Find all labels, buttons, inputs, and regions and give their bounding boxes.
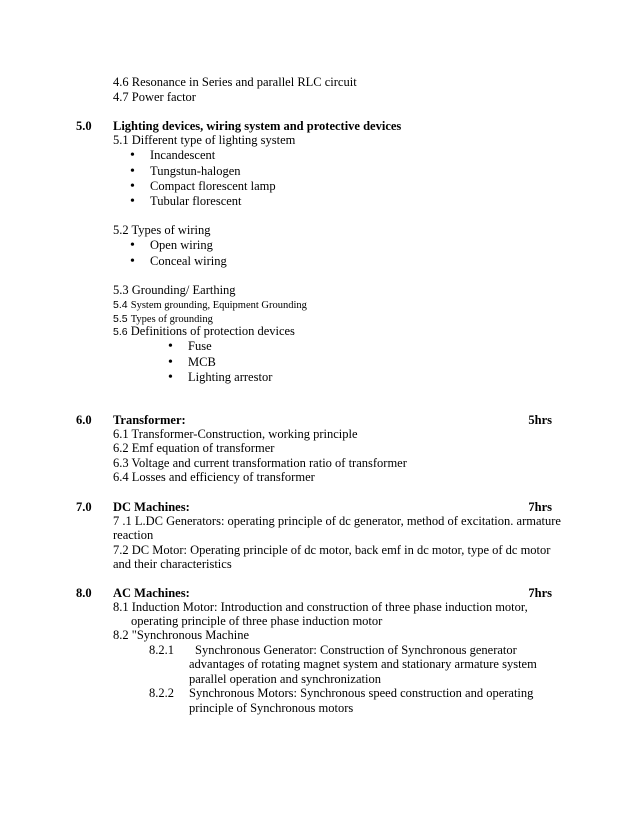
item-8-2-1-line1: Synchronous Generator: Construction of Synchronous generator	[195, 643, 517, 657]
item-4-6: 4.6 Resonance in Series and parallel RLC circuit	[113, 75, 357, 89]
section-6-title: Transformer:	[113, 413, 186, 427]
item-7-2-cont: and their characteristics	[113, 557, 232, 571]
bullet: •	[168, 339, 173, 354]
item-6-4: 6.4 Losses and efficiency of transformer	[113, 470, 315, 484]
item-8-1-cont: operating principle of three phase induction motor	[131, 614, 383, 628]
item-5-4-number: 5.4	[113, 299, 128, 311]
bullet: •	[168, 355, 173, 370]
section-5-title: Lighting devices, wiring system and protective devices	[113, 119, 402, 133]
item-8-2-1-line3: parallel operation and synchronization	[189, 672, 381, 686]
list-item: Conceal wiring	[150, 254, 227, 268]
item-5-5-text: Types of grounding	[130, 314, 213, 325]
list-item: Fuse	[188, 339, 212, 353]
list-item: MCB	[188, 355, 216, 369]
item-7-1-cont: reaction	[113, 528, 154, 542]
item-5-2: 5.2 Types of wiring	[113, 223, 211, 237]
item-8-2: 8.2 "Synchronous Machine	[113, 628, 249, 642]
item-4-7: 4.7 Power factor	[113, 90, 196, 104]
item-5-3: 5.3 Grounding/ Earthing	[113, 283, 236, 297]
item-6-3: 6.3 Voltage and current transformation ratio of transformer	[113, 456, 407, 470]
item-7-1: 7 .1 L.DC Generators: operating principle of dc generator, method of excitation. armature	[113, 514, 561, 528]
bullet: •	[130, 238, 135, 253]
list-item: Compact florescent lamp	[150, 179, 276, 193]
bullet: •	[130, 179, 135, 194]
section-6-hours: 5hrs	[528, 413, 552, 427]
item-5-1: 5.1 Different type of lighting system	[113, 133, 296, 147]
section-7-number: 7.0	[76, 500, 92, 514]
item-8-2-2-number: 8.2.2	[149, 686, 174, 700]
section-5-number: 5.0	[76, 119, 92, 133]
item-8-2-2-line2: principle of Synchronous motors	[189, 701, 354, 715]
item-8-2-1-line2: advantages of rotating magnet system and stationary armature system	[189, 657, 537, 671]
section-8-hours: 7hrs	[528, 586, 552, 600]
bullet: •	[130, 148, 135, 163]
section-8-title: AC Machines:	[113, 586, 190, 600]
list-item: Tungstun-halogen	[150, 164, 241, 178]
item-6-2: 6.2 Emf equation of transformer	[113, 441, 275, 455]
item-5-6-number: 5.6	[113, 326, 128, 338]
item-8-1: 8.1 Induction Motor: Introduction and construction of three phase induction motor,	[113, 600, 528, 614]
list-item: Lighting arrestor	[188, 370, 273, 384]
item-8-2-1-number: 8.2.1	[149, 643, 174, 657]
bullet: •	[130, 194, 135, 209]
list-item: Tubular florescent	[150, 194, 242, 208]
bullet: •	[168, 370, 173, 385]
bullet: •	[130, 254, 135, 269]
item-5-6	[113, 324, 295, 340]
item-7-2: 7.2 DC Motor: Operating principle of dc motor, back emf in dc motor, type of dc motor	[113, 543, 551, 557]
section-7-title: DC Machines:	[113, 500, 190, 514]
item-5-5-number: 5.5	[113, 313, 128, 325]
section-7-hours: 7hrs	[528, 500, 552, 514]
list-item: Open wiring	[150, 238, 213, 252]
item-5-4-text: System grounding, Equipment Grounding	[130, 300, 307, 311]
list-item: Incandescent	[150, 148, 216, 162]
item-6-1: 6.1 Transformer-Construction, working principle	[113, 427, 358, 441]
item-5-6-text: Definitions of protection devices	[130, 324, 295, 338]
section-6-number: 6.0	[76, 413, 92, 427]
item-8-2-2-line1: Synchronous Motors: Synchronous speed construction and operating	[189, 686, 534, 700]
bullet: •	[130, 164, 135, 179]
section-8-number: 8.0	[76, 586, 92, 600]
